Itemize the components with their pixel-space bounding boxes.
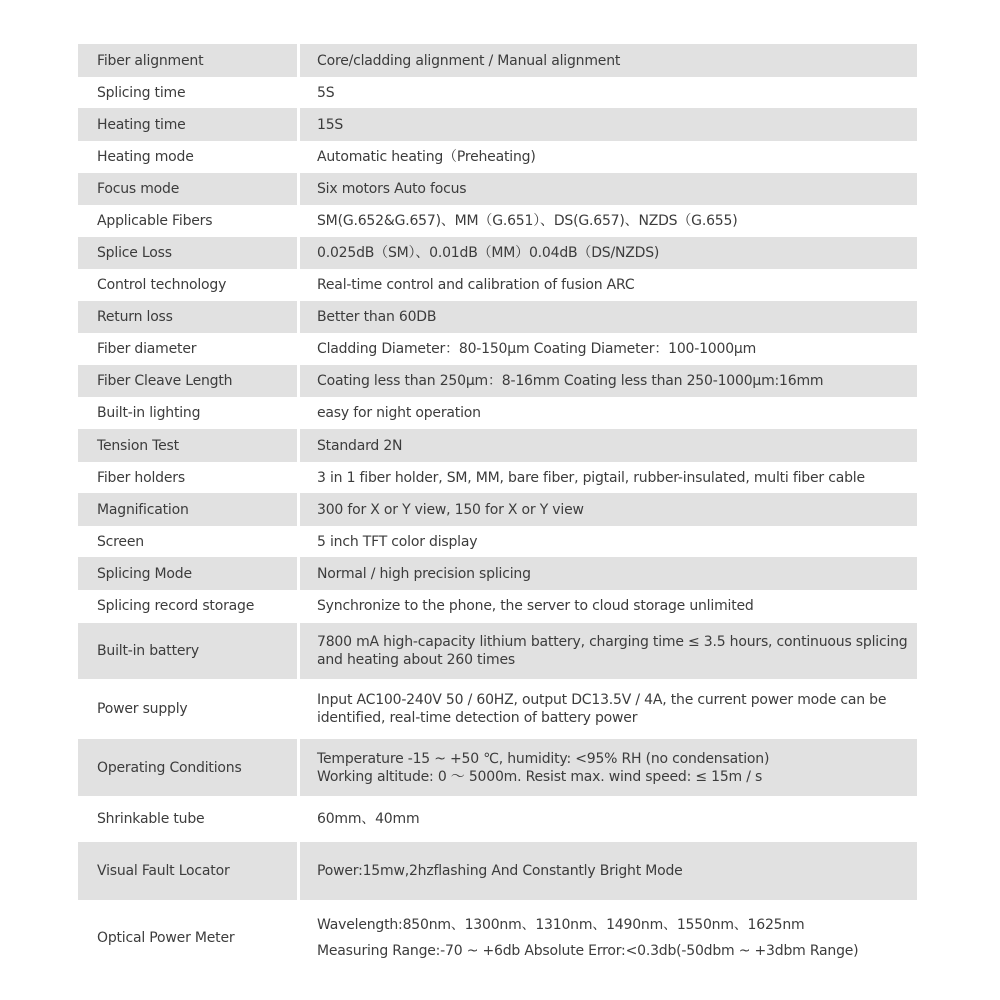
spec-value-line: SM(G.652&G.657)、MM（G.651）、DS(G.657)、NZDS（G.655) <box>317 213 738 229</box>
spec-value-line: Temperature -15 ~ +50 ℃, humidity: <95% RH (no condensation) <box>317 750 770 767</box>
spec-value-line: Input AC100-240V 50 / 60HZ, output DC13.5V / 4A, the current power mode can be <box>317 692 887 708</box>
spec-value-line: Standard 2N <box>317 437 403 454</box>
spec-value-line: 5S <box>317 84 335 101</box>
spec-value <box>300 493 917 526</box>
spec-label: Focus mode <box>78 173 297 205</box>
spec-value <box>300 679 917 739</box>
spec-row <box>78 365 917 397</box>
spec-row <box>78 739 917 796</box>
spec-row <box>78 623 917 679</box>
spec-row <box>78 237 917 269</box>
spec-value <box>300 301 917 333</box>
spec-value <box>300 108 917 141</box>
spec-label: Power supply <box>97 701 188 717</box>
spec-row <box>78 173 917 205</box>
spec-row <box>78 44 917 77</box>
spec-value-line: identified, real-time detection of battery power <box>317 710 638 726</box>
spec-value <box>300 173 917 205</box>
spec-label: Built-in battery <box>78 623 297 679</box>
spec-value-line: Coating less than 250μm：8-16mm Coating less than 250-1000μm:16mm <box>317 373 824 389</box>
spec-value-line: Cladding Diameter：80-150μm Coating Diameter：100-1000μm <box>317 341 757 357</box>
spec-row <box>78 900 917 976</box>
spec-label: Heating time <box>78 108 297 141</box>
spec-value-line: Synchronize to the phone, the server to cloud storage unlimited <box>317 598 754 614</box>
spec-value-line: Core/cladding alignment / Manual alignment <box>317 52 621 69</box>
spec-label: Shrinkable tube <box>97 811 205 827</box>
spec-row <box>78 205 917 237</box>
spec-label: Fiber alignment <box>78 44 297 77</box>
spec-label: Splicing Mode <box>78 557 297 590</box>
spec-label: Fiber holders <box>97 470 185 486</box>
spec-value <box>300 333 917 365</box>
spec-label: Screen <box>97 533 144 550</box>
spec-value <box>300 590 917 622</box>
spec-row <box>78 301 917 333</box>
spec-value-line: 300 for X or Y view, 150 for X or Y view <box>317 501 584 518</box>
spec-label: Splice Loss <box>78 237 297 269</box>
spec-value-line: Normal / high precision splicing <box>317 565 531 582</box>
spec-value <box>300 739 917 796</box>
spec-value-line: Wavelength:850nm、1300nm、1310nm、1490nm、1550nm、1625nm <box>317 917 805 933</box>
spec-label: Visual Fault Locator <box>78 842 297 900</box>
spec-value-line: Working altitude: 0 ～ 5000m. Resist max. wind speed: ≤ 15m / s <box>317 768 763 785</box>
spec-value <box>300 900 917 976</box>
spec-label: Return loss <box>78 301 297 333</box>
spec-label: Splicing record storage <box>97 598 255 614</box>
spec-row <box>78 462 917 494</box>
spec-row <box>78 679 917 739</box>
spec-value <box>300 557 917 590</box>
spec-value <box>300 623 917 679</box>
spec-value <box>300 796 917 842</box>
spec-value-line: 3 in 1 fiber holder, SM, MM, bare fiber, pigtail, rubber-insulated, multi fiber cable <box>317 470 865 486</box>
spec-value <box>300 526 917 557</box>
spec-label: Fiber diameter <box>97 341 197 357</box>
spec-row <box>78 397 917 429</box>
spec-label: Fiber Cleave Length <box>78 365 297 397</box>
spec-value <box>300 77 917 108</box>
spec-value <box>300 205 917 237</box>
spec-value <box>300 429 917 462</box>
spec-label: Optical Power Meter <box>97 930 235 946</box>
spec-value <box>300 237 917 269</box>
spec-label: Heating mode <box>97 149 194 165</box>
spec-row <box>78 333 917 365</box>
spec-value <box>300 269 917 301</box>
spec-label: Splicing time <box>97 84 186 101</box>
spec-row <box>78 493 917 526</box>
spec-label: Tension Test <box>78 429 297 462</box>
spec-row <box>78 842 917 900</box>
spec-value-line: 0.025dB（SM）、0.01dB（MM）0.04dB（DS/NZDS) <box>317 245 660 261</box>
spec-value-line: Six motors Auto focus <box>317 181 467 197</box>
spec-label: Built-in lighting <box>97 405 201 421</box>
spec-value-line: 7800 mA high-capacity lithium battery, charging time ≤ 3.5 hours, continuous splicing <box>317 634 908 650</box>
spec-value <box>300 462 917 494</box>
spec-label: Applicable Fibers <box>97 213 213 229</box>
spec-label: Magnification <box>78 493 297 526</box>
spec-value-line: 5 inch TFT color display <box>317 533 478 550</box>
spec-value-line: Automatic heating（Preheating) <box>317 149 536 165</box>
spec-row <box>78 269 917 301</box>
spec-row <box>78 557 917 590</box>
spec-value <box>300 842 917 900</box>
spec-row <box>78 429 917 462</box>
spec-value-line: Measuring Range:-70 ~ +6db Absolute Error:<0.3db(-50dbm ~ +3dbm Range) <box>317 943 859 959</box>
spec-row <box>78 526 917 557</box>
spec-label: Control technology <box>97 277 227 293</box>
spec-row <box>78 796 917 842</box>
spec-row <box>78 141 917 173</box>
spec-value-line: 15S <box>317 116 344 133</box>
spec-value-line: easy for night operation <box>317 405 481 421</box>
spec-row <box>78 77 917 108</box>
spec-value <box>300 397 917 429</box>
spec-value-line: Better than 60DB <box>317 309 437 325</box>
spec-label: Operating Conditions <box>78 739 297 796</box>
spec-value <box>300 365 917 397</box>
spec-value <box>300 141 917 173</box>
spec-value-line: Power:15mw,2hzflashing And Constantly Bright Mode <box>317 863 683 879</box>
spec-value <box>300 44 917 77</box>
spec-value-line: and heating about 260 times <box>317 652 515 668</box>
spec-row <box>78 108 917 141</box>
spec-row <box>78 590 917 622</box>
spec-value-line: 60mm、40mm <box>317 811 420 827</box>
spec-value-line: Real-time control and calibration of fusion ARC <box>317 277 635 293</box>
